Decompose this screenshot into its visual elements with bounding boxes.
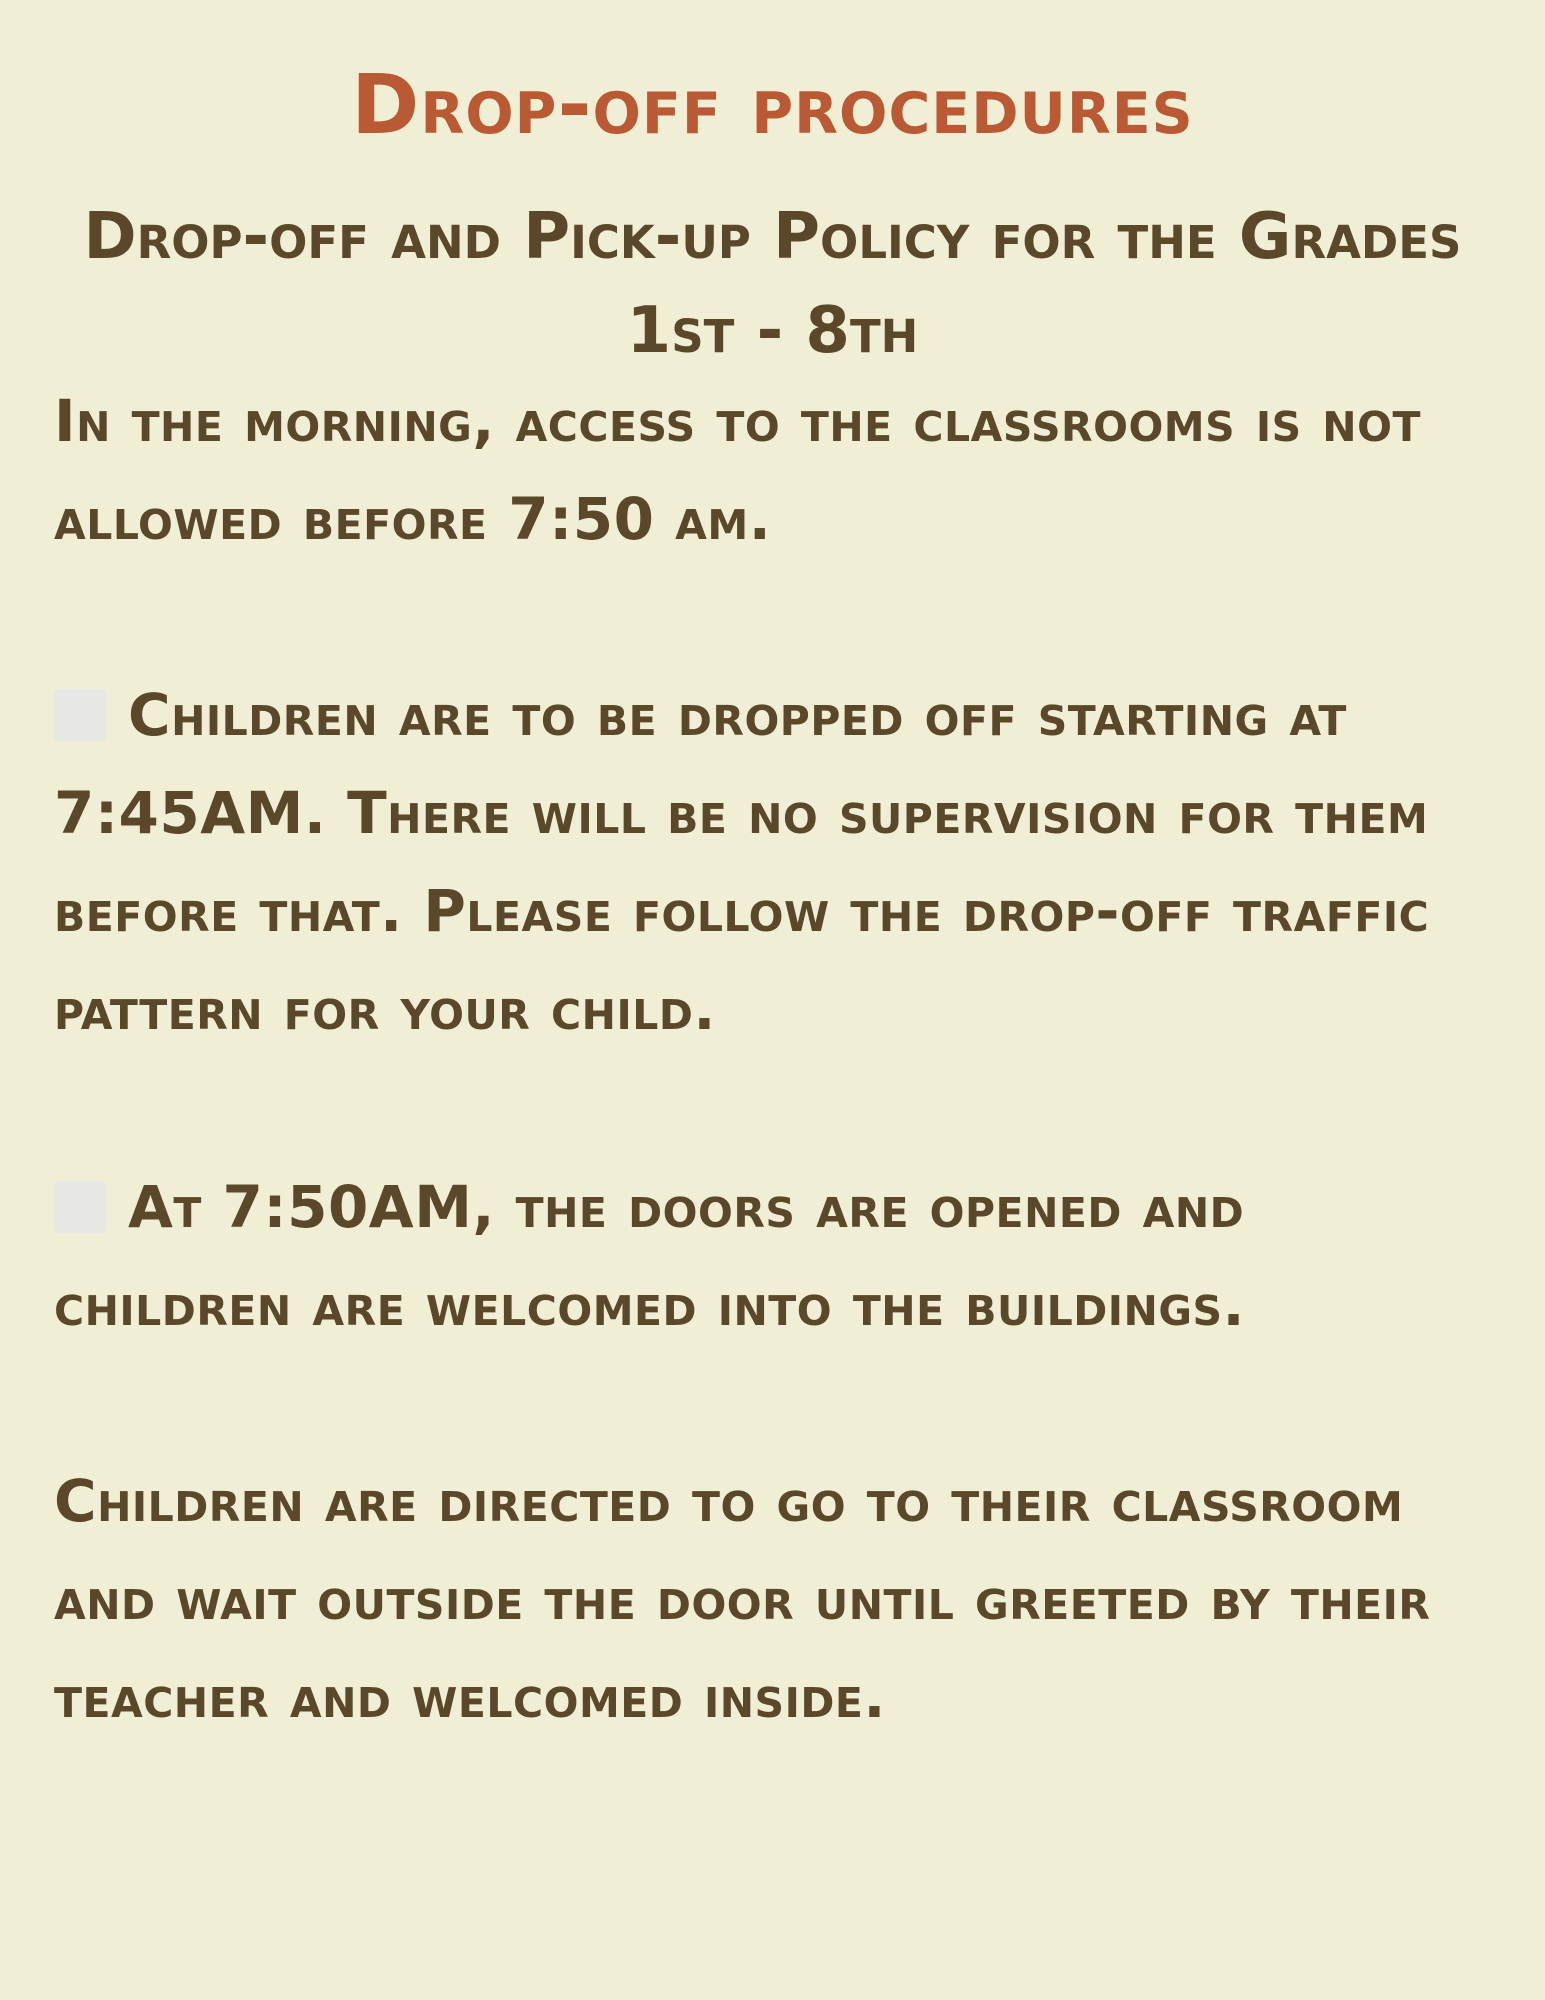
morning-access-paragraph (54, 372, 1494, 568)
classroom-wait-text: Children are directed to go to their classroom and wait outside the door until greeted by their teacher and welcomed inside. (54, 1467, 1431, 1731)
morning-access-text: In the morning, access to the classrooms is not allowed before 7:50 am. (54, 387, 1421, 553)
doors-open-paragraph (54, 1158, 1494, 1354)
policy-subtitle: Drop-off and Pick-up Policy for the Grades 1st - 8th (83, 200, 1462, 368)
drop-off-time-text: Children are to be dropped off starting at 7:45AM. There will be no supervision for them before that. Please follow the drop-off traffic pattern for your child. (54, 681, 1430, 1043)
page-title: Drop-off procedures (351, 58, 1194, 153)
classroom-wait-paragraph (54, 1452, 1494, 1746)
checkbox-square-icon (54, 1181, 106, 1233)
checkbox-square-icon (54, 689, 106, 741)
doors-open-text: At 7:50AM, the doors are opened and children are welcomed into the buildings. (54, 1173, 1246, 1339)
drop-off-time-paragraph (54, 666, 1494, 1058)
